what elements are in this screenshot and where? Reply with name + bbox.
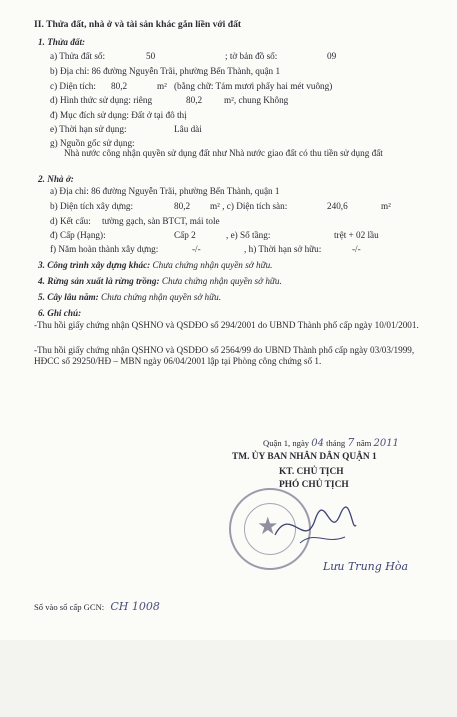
land-area-words: (bằng chữ: Tám mươi phẩy hai mét vuông) bbox=[174, 81, 333, 91]
other-construction-value: Chưa chứng nhận quyền sở hữu. bbox=[152, 260, 273, 270]
house-address: a) Địa chỉ: 86 đường Nguyễn Trãi, phường Bến Thành, quận 1 bbox=[50, 186, 280, 196]
house-ownership-term-label: , h) Thời hạn sở hữu: bbox=[244, 244, 322, 254]
perennial-trees-value: Chưa chứng nhận quyền sở hữu. bbox=[101, 292, 222, 302]
land-area-label: c) Diện tích: bbox=[50, 81, 96, 91]
land-origin-label: g) Nguồn gốc sử dụng: bbox=[50, 138, 135, 148]
house-ownership-term-value: -/- bbox=[352, 244, 361, 254]
land-term-label: e) Thời hạn sử dụng: bbox=[50, 124, 127, 134]
cert-number-label: Số vào sổ cấp GCN: bbox=[34, 602, 105, 612]
land-usage-form-rest: m², chung Không bbox=[224, 95, 289, 105]
note-1: -Thu hồi giấy chứng nhận QSHNO và QSDĐO số 294/2001 do UBND Thành phố cấp ngày 10/01/2001. bbox=[34, 320, 419, 330]
land-heading: 1. Thửa đất: bbox=[38, 37, 86, 47]
sign-day: 04 bbox=[311, 438, 324, 449]
land-usage-form-label: d) Hình thức sử dụng: riêng bbox=[50, 95, 153, 105]
house-build-area-value: 80,2 bbox=[174, 201, 191, 211]
house-floors-label: , e) Số tầng: bbox=[226, 230, 271, 240]
perennial-trees bbox=[38, 292, 221, 303]
house-heading: 2. Nhà ở: bbox=[38, 174, 74, 184]
house-floors-value: trệt + 02 lầu bbox=[334, 230, 379, 240]
sign-role1: KT. CHỦ TỊCH bbox=[279, 467, 344, 477]
house-structure-value: tường gạch, sàn BTCT, mái tole bbox=[102, 216, 220, 226]
house-floor-area-value: 240,6 bbox=[327, 201, 348, 211]
sign-month: 7 bbox=[347, 436, 355, 449]
planted-forest bbox=[38, 276, 282, 287]
notes-heading: 6. Ghi chú: bbox=[38, 308, 82, 318]
sign-role2: PHÓ CHỦ TỊCH bbox=[279, 480, 349, 490]
sign-month-label: tháng bbox=[326, 438, 346, 448]
land-origin-value: Nhà nước công nhận quyền sử dụng đất như Nhà nước giao đất có thu tiền sử dụng đất bbox=[64, 148, 383, 158]
house-year-label: f) Năm hoàn thành xây dựng: bbox=[50, 244, 159, 254]
sign-year-label: năm bbox=[356, 438, 372, 448]
other-construction-label: 3. Công trình xây dựng khác: bbox=[38, 260, 151, 270]
planted-forest-value: Chưa chứng nhận quyền sở hữu. bbox=[161, 276, 282, 286]
note-2: -Thu hồi giấy chứng nhận QSHNO và QSDĐO số 2564/99 do UBND Thành phố cấp ngày 03/03/1999, HĐCC số 29250/HĐ – MBN ngày 06/04/2001 lập tại Phòng công chứng số 1. bbox=[34, 345, 415, 366]
land-purpose: đ) Mục đích sử dụng: Đất ở tại đô thị bbox=[50, 110, 187, 120]
signer-name: Lưu Trung Hòa bbox=[323, 560, 409, 573]
seal-star-icon: ★ bbox=[257, 514, 279, 540]
sign-date-prefix: Quận 1, ngày bbox=[263, 438, 310, 448]
sign-org: TM. ỦY BAN NHÂN DÂN QUẬN 1 bbox=[232, 452, 377, 462]
cert-number-value: CH 1008 bbox=[110, 600, 160, 613]
signature-scribble bbox=[270, 495, 360, 555]
house-build-area-label: b) Diện tích xây dựng: bbox=[50, 201, 134, 211]
land-usage-form-value: 80,2 bbox=[186, 95, 203, 105]
cert-number bbox=[34, 601, 160, 613]
page-bottom-margin bbox=[0, 640, 457, 717]
house-build-area-rest: m² , c) Diện tích sàn: bbox=[210, 201, 288, 211]
house-year-value: -/- bbox=[192, 244, 201, 254]
other-construction bbox=[38, 260, 272, 271]
house-structure-label: d) Kết cấu: bbox=[50, 216, 91, 226]
land-area-value: 80,2 bbox=[111, 81, 128, 91]
planted-forest-label: 4. Rừng sản xuất là rừng trồng: bbox=[38, 276, 160, 286]
house-grade-value: Cấp 2 bbox=[174, 230, 196, 240]
land-map-value: 09 bbox=[327, 51, 337, 61]
sign-date bbox=[263, 437, 399, 449]
house-grade-label: đ) Cấp (Hạng): bbox=[50, 230, 106, 240]
sign-year: 2011 bbox=[373, 438, 399, 449]
land-parcel-value: 50 bbox=[146, 51, 156, 61]
land-area-unit: m² bbox=[157, 81, 167, 91]
land-map-label: ; tờ bản đồ số: bbox=[225, 51, 278, 61]
land-parcel-label: a) Thửa đất số: bbox=[50, 51, 106, 61]
perennial-trees-label: 5. Cây lâu năm: bbox=[38, 292, 99, 302]
land-term-value: Lâu dài bbox=[174, 124, 202, 134]
section-title: II. Thửa đất, nhà ở và tài sản khác gắn liền với đất bbox=[34, 19, 242, 30]
house-floor-area-unit: m² bbox=[381, 201, 391, 211]
land-address: b) Địa chỉ: 86 đường Nguyễn Trãi, phường Bến Thành, quận 1 bbox=[50, 66, 281, 76]
